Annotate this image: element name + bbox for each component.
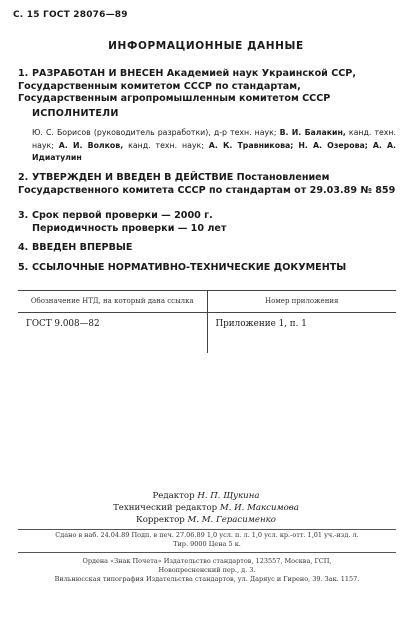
executor-name: Н. А. Озерова;	[298, 140, 368, 150]
section-text: ВВЕДЕН ВПЕРВЫЕ	[32, 242, 133, 253]
print-info-line: Сдано в наб. 24.04.89 Подп. в печ. 27.06.89 1,0 усл. п. л. 1,0 усл. кр.-отт. 1,01 уч.-изд. л.	[55, 531, 359, 539]
editor-line	[0, 490, 412, 502]
tech-editor-line	[0, 502, 412, 514]
section-text-line1: Срок первой проверки — 2000 г.	[32, 210, 213, 221]
publisher-line: Ордена «Знак Почета» Издательство стандартов, 123557, Москва, ГСП,	[82, 557, 332, 565]
tech-editor-label: Технический редактор	[113, 503, 220, 513]
executor-name: А. А. Идиатулин	[32, 140, 397, 162]
editor-name: Н. П. Щукина	[197, 491, 260, 501]
section-number: 1.	[18, 68, 29, 79]
executor-name: Ю. С. Борисов	[32, 128, 91, 137]
proofreader-name: М. М. Герасименко	[187, 515, 276, 525]
tech-editor-name: М. И. Максимова	[219, 503, 299, 513]
section-1	[18, 68, 396, 106]
table-header-row	[18, 291, 396, 313]
section-number: 3.	[18, 210, 29, 221]
cell-appendix: Приложение 1, п. 1	[215, 319, 307, 329]
section-text: ССЫЛОЧНЫЕ НОРМАТИВНО-ТЕХНИЧЕСКИЕ ДОКУМЕНТЫ	[32, 262, 347, 273]
table-row	[18, 313, 396, 354]
page-header: С. 15 ГОСТ 28076—89	[13, 10, 128, 20]
executor-name: А. К. Травникова;	[208, 140, 294, 150]
section-text: УТВЕРЖДЕН И ВВЕДЕН В ДЕЙСТВИЕ Постановлением Государственного комитета СССР по стандартам от 29.03.89 № 859	[18, 172, 396, 196]
section-text: РАЗРАБОТАН И ВНЕСЕН Академией наук Украинской ССР, Государственным комитетом СССР по стандартам, Государственным агропромышленным комитетом СССР	[18, 68, 356, 104]
section-5	[18, 262, 396, 275]
publisher-info	[18, 557, 396, 584]
references-table	[18, 290, 396, 353]
executor-name: А. И. Волков,	[58, 140, 124, 150]
divider	[18, 529, 396, 530]
section-number: 5.	[18, 262, 29, 273]
cell-document: ГОСТ 9.008—82	[18, 313, 207, 354]
proofreader-label: Корректор	[136, 515, 188, 525]
executor-role: канд. техн. наук;	[123, 140, 209, 150]
column-header-document: Обозначение НТД, на который дана ссылка	[18, 291, 207, 313]
executor-name: В. И. Балакин,	[279, 128, 346, 137]
publisher-line: Вильнюсская типография Издательства стандартов, ул. Даряус и Гирено, 39. Зак. 1157.	[54, 575, 360, 583]
section-3	[18, 210, 396, 235]
divider	[18, 552, 396, 553]
column-header-appendix: Номер приложения	[207, 291, 396, 313]
section-2	[18, 172, 396, 197]
proofreader-line	[0, 514, 412, 526]
section-text-line2: Периодичность проверки — 10 лет	[32, 222, 227, 234]
executor-role: канд. техн. наук;	[32, 128, 396, 150]
document-title: ИНФОРМАЦИОННЫЕ ДАННЫЕ	[108, 40, 304, 52]
executors-title: ИСПОЛНИТЕЛИ	[32, 108, 119, 119]
editors-block	[0, 490, 412, 526]
section-number: 4.	[18, 242, 29, 253]
executor-role: (руководитель разработки), д-р техн. наук;	[90, 128, 280, 137]
publisher-line: Новопресненский пер., д. 3.	[158, 566, 256, 574]
print-info-line: Тир. 9000 Цена 5 к.	[173, 539, 241, 548]
section-number: 2.	[18, 172, 29, 183]
print-info	[18, 531, 396, 548]
section-4	[18, 242, 396, 255]
editor-label: Редактор	[152, 491, 198, 501]
executors-list	[32, 127, 396, 165]
